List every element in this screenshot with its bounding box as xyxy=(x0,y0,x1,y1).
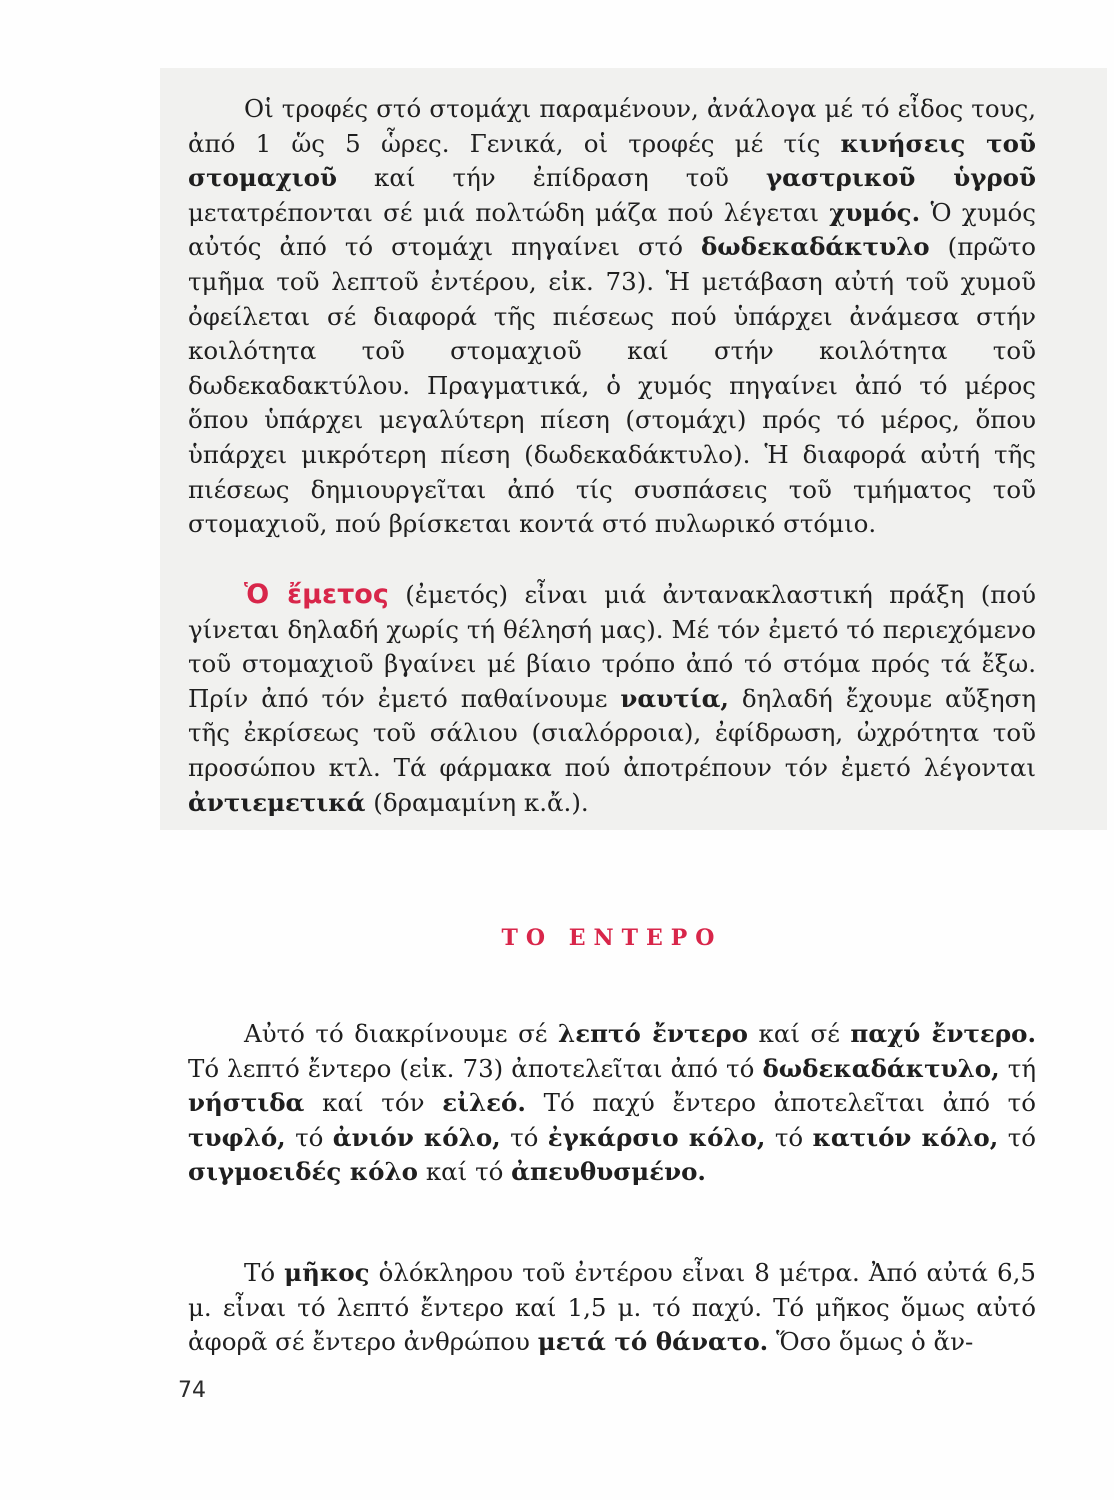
bold-term: χυμός. xyxy=(829,197,921,227)
section-heading: ΤΟ ΕΝΤΕΡΟ xyxy=(501,925,723,951)
highlighted-term: Ὁ ἔμετος xyxy=(244,579,389,610)
paragraph-intestine-length xyxy=(188,1256,1036,1360)
text: τό xyxy=(285,1122,333,1152)
bold-term: γαστρικοῦ ὑγροῦ xyxy=(765,163,1037,193)
bold-term: δωδεκαδάκτυλο, xyxy=(762,1053,1000,1083)
text: Αὐτό τό διακρίνουμε σέ xyxy=(244,1019,559,1048)
bold-term: μῆκος xyxy=(284,1258,370,1287)
text: καί τόν xyxy=(304,1088,443,1118)
bold-term: ἀνιόν κόλο, xyxy=(332,1122,501,1152)
bold-term: λεπτό ἔντερο xyxy=(558,1019,748,1048)
text: Οἱ τροφές στό στομάχι παραμένουν, ἀνάλογα μέ τό εἶδος τους, ἀπό 1 ὥς 5 ὧρες. Γενικά, οἱ τροφές μέ τίς xyxy=(188,94,1036,158)
text: Ὁ χυμός αὐτός ἀπό τό στομάχι πηγαίνει στό xyxy=(188,197,1036,262)
text: τό xyxy=(765,1122,813,1152)
bold-term: εἰλεό. xyxy=(442,1088,526,1118)
text: μετατρέπονται σέ μιά πολτώδη μάζα πού λέγεται xyxy=(188,197,830,227)
text: καί τήν ἐπίδραση τοῦ xyxy=(337,163,766,193)
bold-term: παχύ ἔντερο. xyxy=(850,1019,1036,1048)
bold-term: κατιόν κόλο, xyxy=(812,1122,999,1152)
text: τό xyxy=(998,1122,1036,1152)
bold-term: νήστιδα xyxy=(188,1088,305,1118)
text: Τό xyxy=(244,1258,285,1287)
bold-term: ἐγκάρσιο κόλο, xyxy=(547,1122,766,1152)
text: τό xyxy=(500,1122,548,1152)
text: τή xyxy=(999,1053,1036,1083)
bold-term: σιγμοειδές κόλο xyxy=(188,1157,419,1187)
text: ὁλόκληρου τοῦ ἐντέρου εἶναι 8 μέτρα. Ἀπό αὐτά 6,5 μ. εἶναι τό λεπτό ἔντερο καί 1,5 μ. τό παχύ. Τό μῆκος ὅμως αὐτό ἀφορᾶ σέ ἔντερο ἀνθρώπου xyxy=(188,1258,1036,1357)
bold-term: ἀντιεμετικά xyxy=(188,787,366,817)
bold-term: ναυτία, xyxy=(620,683,729,713)
bold-term: ἀπευθυσμένο. xyxy=(511,1157,706,1187)
text: (ἐμετός) εἶναι μιά ἀντανακλαστική πράξη (πού γίνεται δηλαδή χωρίς τή θέλησή μας). Μέ τόν ἐμετό τό περιεχόμενο τοῦ στομαχιοῦ βγαίνει μέ βίαιο τρόπο ἀπό τό στόμα πρός τά ἔξω. Πρίν ἀπό τόν ἐμετό παθαίνουμε xyxy=(188,580,1036,713)
text: (δραμαμίνη κ.ἄ.). xyxy=(365,787,589,817)
bold-term: τυφλό, xyxy=(188,1122,286,1152)
text: καί τό xyxy=(418,1157,512,1187)
text: Τό λεπτό ἔντερο (εἰκ. 73) ἀποτελεῖται ἀπό τό xyxy=(188,1053,763,1083)
bold-term: μετά τό θάνατο. xyxy=(537,1327,769,1357)
text: δηλαδή ἔχουμε αὔξηση τῆς ἐκρίσεως τοῦ σάλιου (σιαλόρροια), ἐφίδρωση, ὠχρότητα τοῦ προσώπου κτλ. Τά φάρμακα πού ἀποτρέπουν τόν ἐμετό λέγονται xyxy=(188,683,1036,782)
text: Τό παχύ ἔντερο ἀποτελεῖται ἀπό τό xyxy=(525,1088,1036,1118)
paragraph-vomiting xyxy=(188,578,1036,820)
page-number: 74 xyxy=(178,1378,206,1403)
text: Ὅσο ὅμως ὁ ἄν- xyxy=(768,1327,974,1357)
text: (πρῶτο τμῆμα τοῦ λεπτοῦ ἐντέρου, εἰκ. 73). Ἡ μετάβαση αὐτή τοῦ χυμοῦ ὀφείλεται σέ διαφορά τῆς πιέσεως πού ὑπάρχει ἀνάμεσα στήν κοιλότητα τοῦ στομαχιοῦ καί στήν κοιλότητα τοῦ δωδεκαδακτύλου. Πραγματικά, ὁ χυμός πηγαίνει ἀπό τό μέρος ὅπου ὑπάρχει μεγαλύτερη πίεση (στομάχι) πρός τό μέρος, ὅπου ὑπάρχει μικρότερη πίεση (δωδεκαδάκτυλο). Ἡ διαφορά αὐτή τῆς πιέσεως δημιουργεῖται ἀπό τίς συσπάσεις τοῦ τμήματος τοῦ στομαχιοῦ, πού βρίσκεται κοντά στό πυλωρικό στόμιο. xyxy=(188,232,1036,539)
bold-term: δωδεκαδάκτυλο xyxy=(700,232,930,262)
text: καί σέ xyxy=(748,1019,851,1048)
paragraph-digestion-time xyxy=(188,92,1036,542)
paragraph-intestine-parts xyxy=(188,1017,1036,1190)
bold-term: κινήσεις τοῦ στομαχιοῦ xyxy=(188,128,1036,193)
